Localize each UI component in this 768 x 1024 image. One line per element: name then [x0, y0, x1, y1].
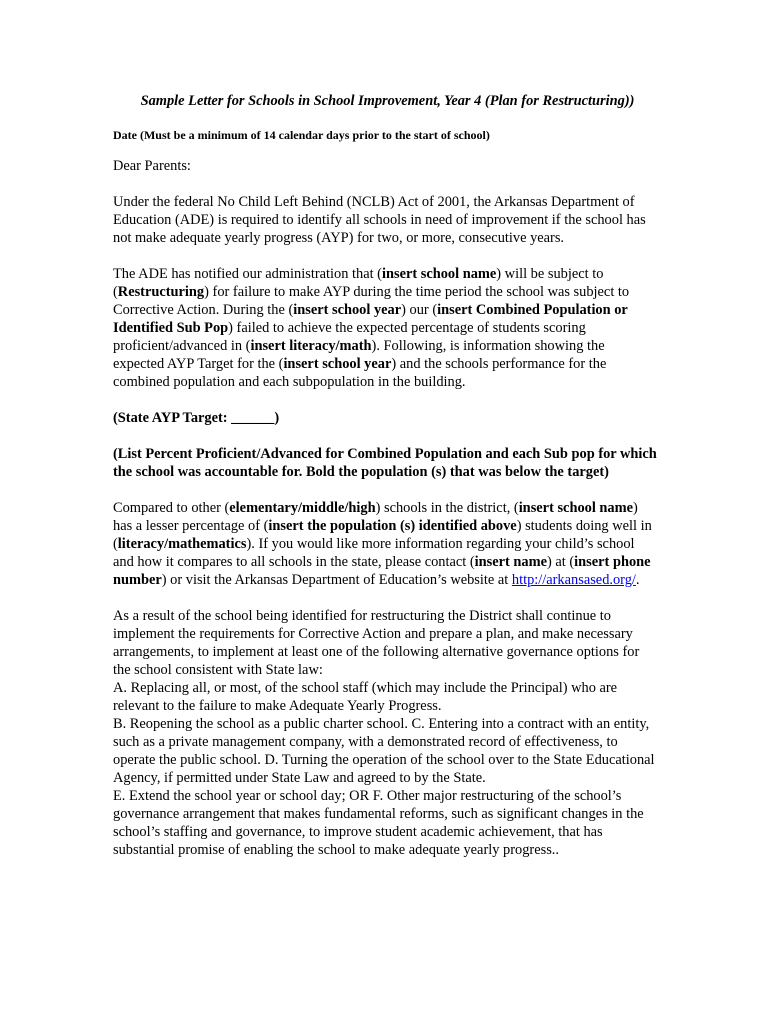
ade-website-link[interactable]: http://arkansased.org/ — [511, 572, 636, 588]
text-segment: ) failed to achieve the expected percentage of students scoring proficient/advanced in ( — [113, 320, 586, 354]
placeholder-school-name: insert school name — [381, 266, 497, 282]
restructuring-paragraph — [113, 607, 658, 859]
option-a: A. Replacing all, or most, of the school staff (which may include the Principal) who are relevant to the failure to make Adequate Yearly Progress. — [113, 680, 618, 714]
placeholder-subject-2: literacy/mathematics — [117, 536, 247, 552]
text-segment: The ADE has notified our administration that ( — [113, 266, 382, 282]
text-segment: ) has a lesser percentage of ( — [113, 500, 638, 534]
placeholder-phone-number: insert phone number — [113, 554, 651, 588]
letter-content — [113, 92, 658, 859]
text-segment: ). Following, is information showing the expected AYP Target for the ( — [113, 338, 605, 372]
list-instruction: (List Percent Proficient/Advanced for Combined Population and each Sub pop for which the school was accountable for. Bold the population (s) that was below the target) — [113, 446, 657, 480]
options-e-f: E. Extend the school year or school day; OR F. Other major restructuring of the school’s governance arrangement that makes fundamental reforms, such as significant changes in the school’s staffing and governance, to improve student academic achievement, that has substantial promise of enabling the school to make adequate yearly progress.. — [113, 788, 644, 858]
placeholder-school-year: insert school year — [293, 302, 402, 318]
text-segment: . — [635, 572, 640, 588]
text-segment: ) schools in the district, ( — [375, 500, 519, 516]
restructuring-intro: As a result of the school being identified for restructuring the District shall continue to implement the requirements for Corrective Action and prepare a plan, and make necessary arrangements, to implement at least one of the following alternative governance options for the school consistent with State law: — [113, 608, 640, 678]
text-segment: ) our ( — [401, 302, 438, 318]
notification-paragraph — [113, 265, 658, 391]
date-instruction: Date (Must be a minimum of 14 calendar days prior to the start of school) — [113, 128, 490, 142]
state-ayp-target: (State AYP Target: ______) — [113, 410, 280, 426]
text-segment: Compared to other ( — [113, 500, 230, 516]
placeholder-school-year-2: insert school year — [283, 356, 392, 372]
text-segment: ). If you would like more information regarding your child’s school and how it compares to all schools in the state, please contact ( — [113, 536, 635, 570]
letter-title: Sample Letter for Schools in School Improvement, Year 4 (Plan for Restructuring)) — [140, 93, 635, 109]
placeholder-populations: insert the population (s) identified above — [268, 518, 517, 534]
placeholder-school-level: elementary/middle/high — [229, 500, 376, 516]
options-b-c-d: B. Reopening the school as a public charter school. C. Entering into a contract with an entity, such as a private management company, with a demonstrated record of effectiveness, to operate the public school. D. Turning the operation of the school over to the State Educational Agency, if permitted under State Law and agreed to by the State. — [113, 716, 655, 786]
text-segment: ) will be subject to ( — [113, 266, 604, 300]
text-segment: ) for failure to make AYP during the time period the school was subject to Corrective Action. During the ( — [113, 284, 630, 318]
placeholder-population: insert Combined Population or Identified Sub Pop — [113, 302, 628, 336]
placeholder-school-name-2: insert school name — [518, 500, 634, 516]
text-segment: ) at ( — [547, 554, 575, 570]
placeholder-contact-name: insert name — [474, 554, 547, 570]
placeholder-restructuring: Restructuring — [117, 284, 205, 300]
text-segment: ) students doing well in ( — [113, 518, 652, 552]
intro-paragraph: Under the federal No Child Left Behind (NCLB) Act of 2001, the Arkansas Department of Education (ADE) is required to identify all schools in need of improvement if the school has not make adequate yearly progress (AYP) for two, or more, consecutive years. — [113, 194, 646, 246]
text-segment: ) and the schools performance for the combined population and each subpopulation in the building. — [113, 356, 607, 390]
greeting: Dear Parents: — [113, 158, 191, 174]
comparison-paragraph — [113, 499, 658, 589]
text-segment: ) or visit the Arkansas Department of Education’s website at — [161, 572, 512, 588]
placeholder-subject: insert literacy/math — [250, 338, 372, 354]
